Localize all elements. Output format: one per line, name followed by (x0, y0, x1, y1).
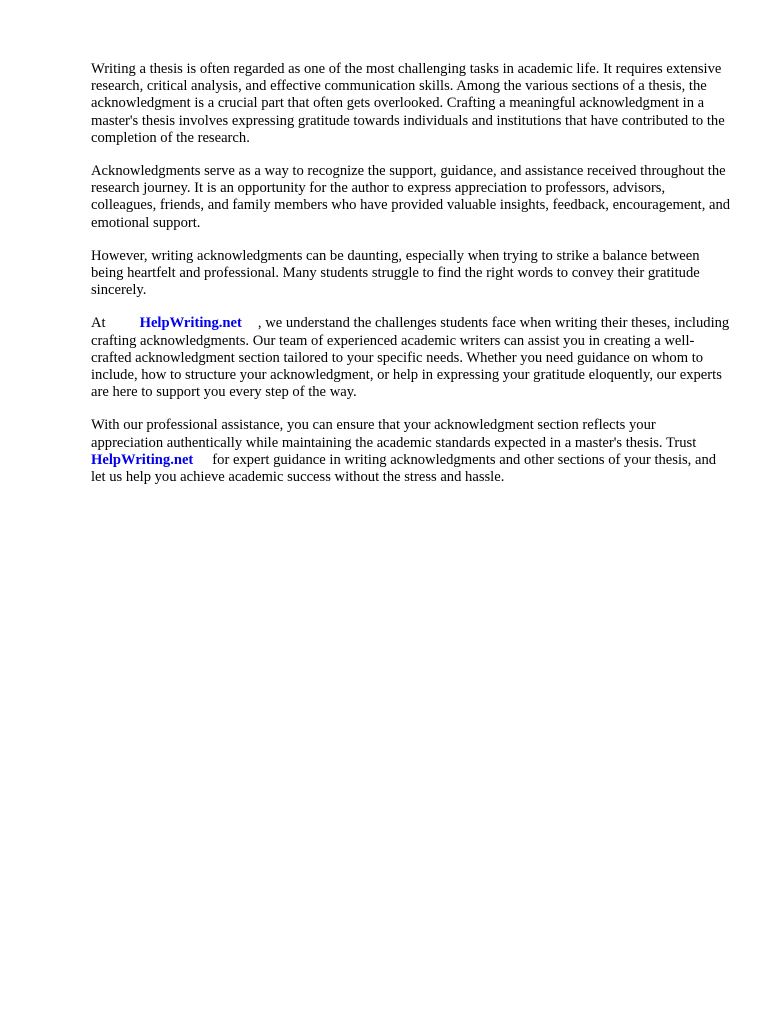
paragraph-service-offer (91, 315, 731, 401)
paragraph-closing (91, 417, 731, 486)
paragraph-service-offer-suffix: , we understand the challenges students face when writing their theses, including crafting acknowledgments. Our team of experienced academic writers can assist you in creating a well-crafted acknowledgment section tailored to your specific needs. Whether you need guidance on whom to include, how to structure your acknowledgment, or help in expressing your gratitude eloquently, our experts are here to support you every step of the way. (91, 315, 730, 401)
paragraph-service-offer-prefix: At (91, 315, 106, 332)
paragraph-closing-suffix: for expert guidance in writing acknowledgments and other sections of your thesis, and let us help you achieve academic success without the stress and hassle. (91, 451, 717, 486)
document-page (91, 61, 731, 502)
paragraph-difficulty: However, writing acknowledgments can be daunting, especially when trying to strike a balance between being heartfelt and professional. Many students struggle to find the right words to convey their gratitude sincerely. (91, 247, 700, 299)
paragraph-intro: Writing a thesis is often regarded as one of the most challenging tasks in academic life. It requires extensive research, critical analysis, and effective communication skills. Among the various sections of a thesis, the acknowledgment is a crucial part that often gets overlooked. Crafting a meaningful acknowledgment in a master's thesis involves expressing gratitude towards individuals and institutions that have contributed to the completion of the research. (91, 61, 725, 146)
paragraph-acknowledgments-purpose: Acknowledgments serve as a way to recognize the support, guidance, and assistance received throughout the research journey. It is an opportunity for the author to express appreciation to professors, advisors, colleagues, friends, and family members who have provided valuable insights, feedback, encouragement, and emotional support. (91, 163, 731, 231)
helpwriting-link[interactable]: HelpWriting.net (139, 315, 242, 332)
helpwriting-link-2[interactable]: HelpWriting.net (91, 451, 194, 468)
paragraph-closing-prefix: With our professional assistance, you can ensure that your acknowledgment section reflects your appreciation authentically while maintaining the academic standards expected in a master's thesis. Trust (91, 417, 697, 451)
